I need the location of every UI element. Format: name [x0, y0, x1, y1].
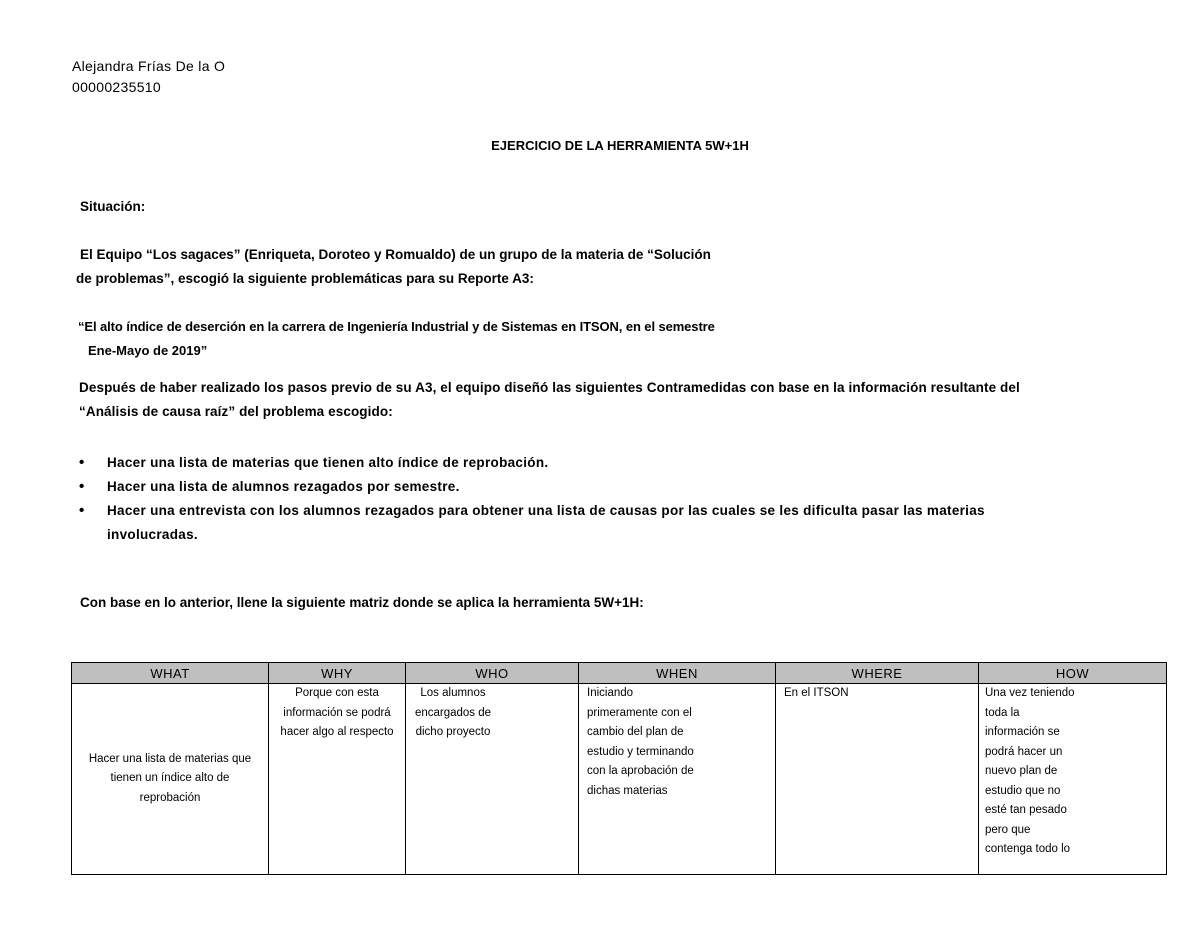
- header-who: WHO: [406, 663, 579, 684]
- 5w1h-matrix: [71, 662, 1167, 875]
- situacion-label: Situación:: [80, 199, 146, 214]
- list-item: • Hacer una lista de materias que tienen alto índice de reprobación.: [79, 451, 1039, 475]
- document-title: EJERCICIO DE LA HERRAMIENTA 5W+1H: [491, 138, 749, 153]
- list-item: • Hacer una lista de alumnos rezagados por semestre.: [79, 475, 1039, 499]
- author-id: 00000235510: [72, 79, 161, 95]
- paragraph1-line2: de problemas”, escogió la siguiente problemáticas para su Reporte A3:: [76, 271, 534, 286]
- countermeasures-list: [79, 451, 1039, 547]
- cell-when: [579, 684, 776, 875]
- cell-why: Porque con esta información se podrá hacer algo al respecto: [269, 684, 406, 875]
- quote-line1: “El alto índice de deserción en la carrera de Ingeniería Industrial y de Sistemas en ITSON, en el semestre: [78, 319, 715, 334]
- cell-when-text: Iniciando primeramente con el cambio del plan de estudio y terminando con la aprobación de dichas materias: [587, 687, 694, 797]
- header-when: WHEN: [579, 663, 776, 684]
- instruction-text: Con base en lo anterior, llene la siguiente matriz donde se aplica la herramienta 5W+1H:: [80, 595, 644, 610]
- header-how: HOW: [979, 663, 1167, 684]
- cell-how-text: Una vez teniendo toda la información se podrá hacer un nuevo plan de estudio que no esté tan pesado pero que contenga todo lo: [985, 687, 1075, 855]
- paragraph2-line2: “Análisis de causa raíz” del problema escogido:: [79, 404, 393, 419]
- author-block: [72, 56, 225, 98]
- quote-line2: Ene-Mayo de 2019”: [88, 343, 208, 358]
- author-name: Alejandra Frías De la O: [72, 58, 226, 74]
- cell-how: [979, 684, 1167, 875]
- header-why: WHY: [269, 663, 406, 684]
- cell-what: Hacer una lista de materias que tienen un índice alto de reprobación: [72, 684, 269, 875]
- cell-where: En el ITSON: [776, 684, 979, 875]
- table-header-row: [72, 663, 1167, 684]
- cell-who-text: Los alumnos encargados de dicho proyecto: [414, 687, 492, 738]
- header-where: WHERE: [776, 663, 979, 684]
- paragraph1-line1: El Equipo “Los sagaces” (Enriqueta, Doroteo y Romualdo) de un grupo de la materia de “Solución: [80, 247, 711, 262]
- list-item: • Hacer una entrevista con los alumnos rezagados para obtener una lista de causas por las cuales se les dificulta pasar las materias involucradas.: [79, 499, 1039, 547]
- table-row: [72, 684, 1167, 875]
- paragraph2-line1: Después de haber realizado los pasos previo de su A3, el equipo diseñó las siguientes Contramedidas con base en la información resultante del: [79, 380, 1020, 395]
- cell-who: [406, 684, 579, 875]
- header-what: WHAT: [72, 663, 269, 684]
